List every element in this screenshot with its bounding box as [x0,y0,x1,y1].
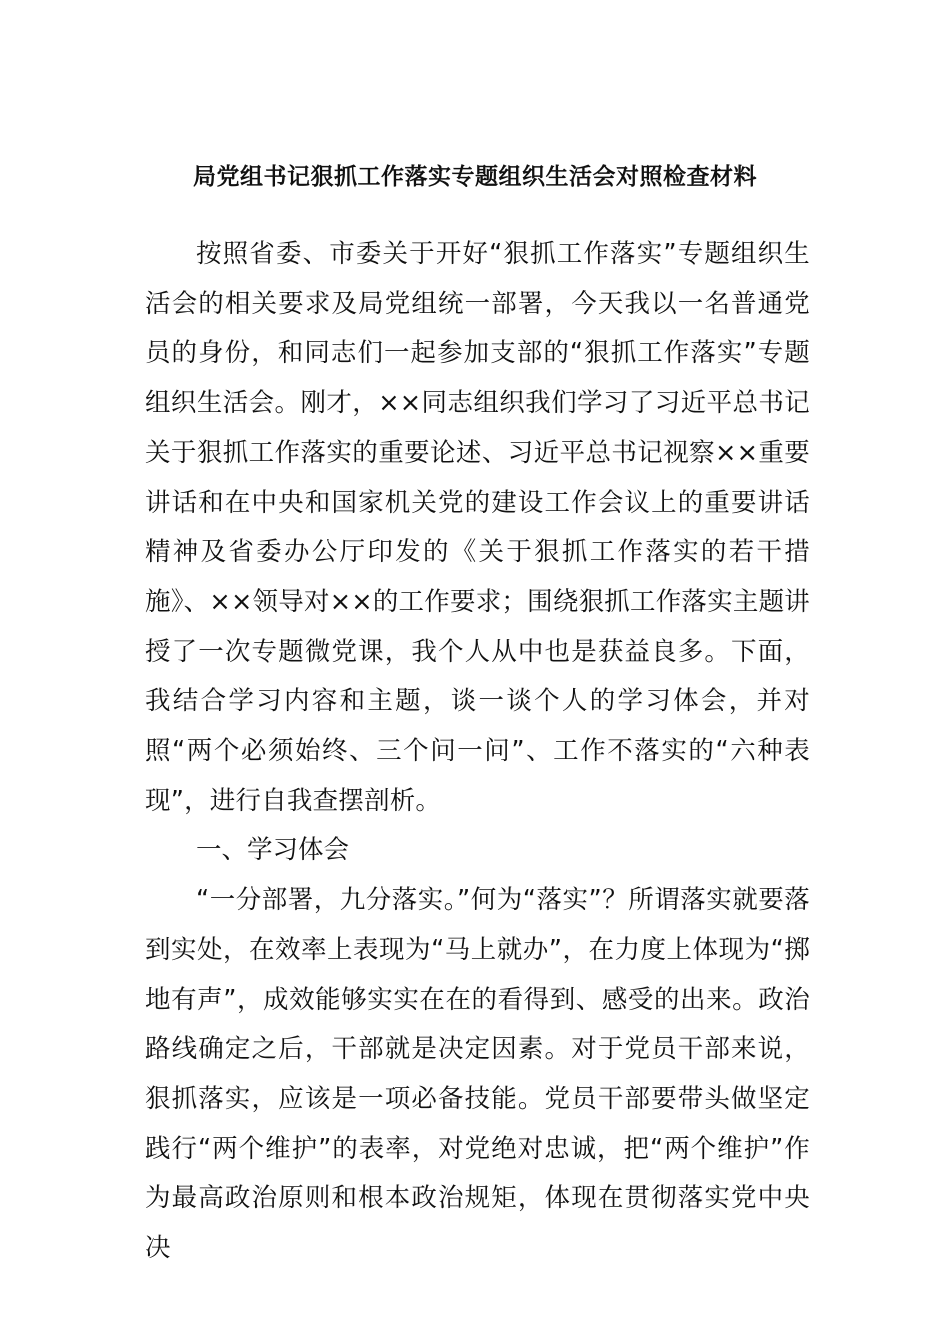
intro-paragraph: 按照省委、市委关于开好“狠抓工作落实”专题组织生活会的相关要求及局党组统一部署，今天我以一名普通党员的身份，和同志们一起参加支部的“狠抓工作落实”专题组织生活会。刚才，××同志组织我们学习了习近平总书记关于狠抓工作落实的重要论述、习近平总书记视察××重要讲话和在中央和国家机关党的建设工作会议上的重要讲话精神及省委办公厅印发的《关于狠抓工作落实的若干措施》、××领导对××的工作要求；围绕狠抓工作落实主题讲授了一次专题微党课，我个人从中也是获益良多。下面，我结合学习内容和主题，谈一谈个人的学习体会，并对照“两个必须始终、三个问一问”、工作不落实的“六种表现”，进行自我查摆剖析。 [145,239,810,816]
document-title: 局党组书记狠抓工作落实专题组织生活会对照检查材料 [193,164,757,190]
section-heading: 一、学习体会 [196,835,350,866]
document-body [145,230,810,1274]
study-paragraph: “一分部署，九分落实。”何为“落实”？所谓落实就要落到实处，在效率上表现为“马上就办”，在力度上体现为“掷地有声”，成效能够实实在在的看得到、感受的出来。政治路线确定之后，干部就是决定因素。对于党员干部来说，狠抓落实，应该是一项必备技能。党员干部要带头做坚定践行“两个维护”的表率，对党绝对忠诚，把“两个维护”作为最高政治原则和根本政治规矩，体现在贯彻落实党中央决 [145,885,810,1264]
